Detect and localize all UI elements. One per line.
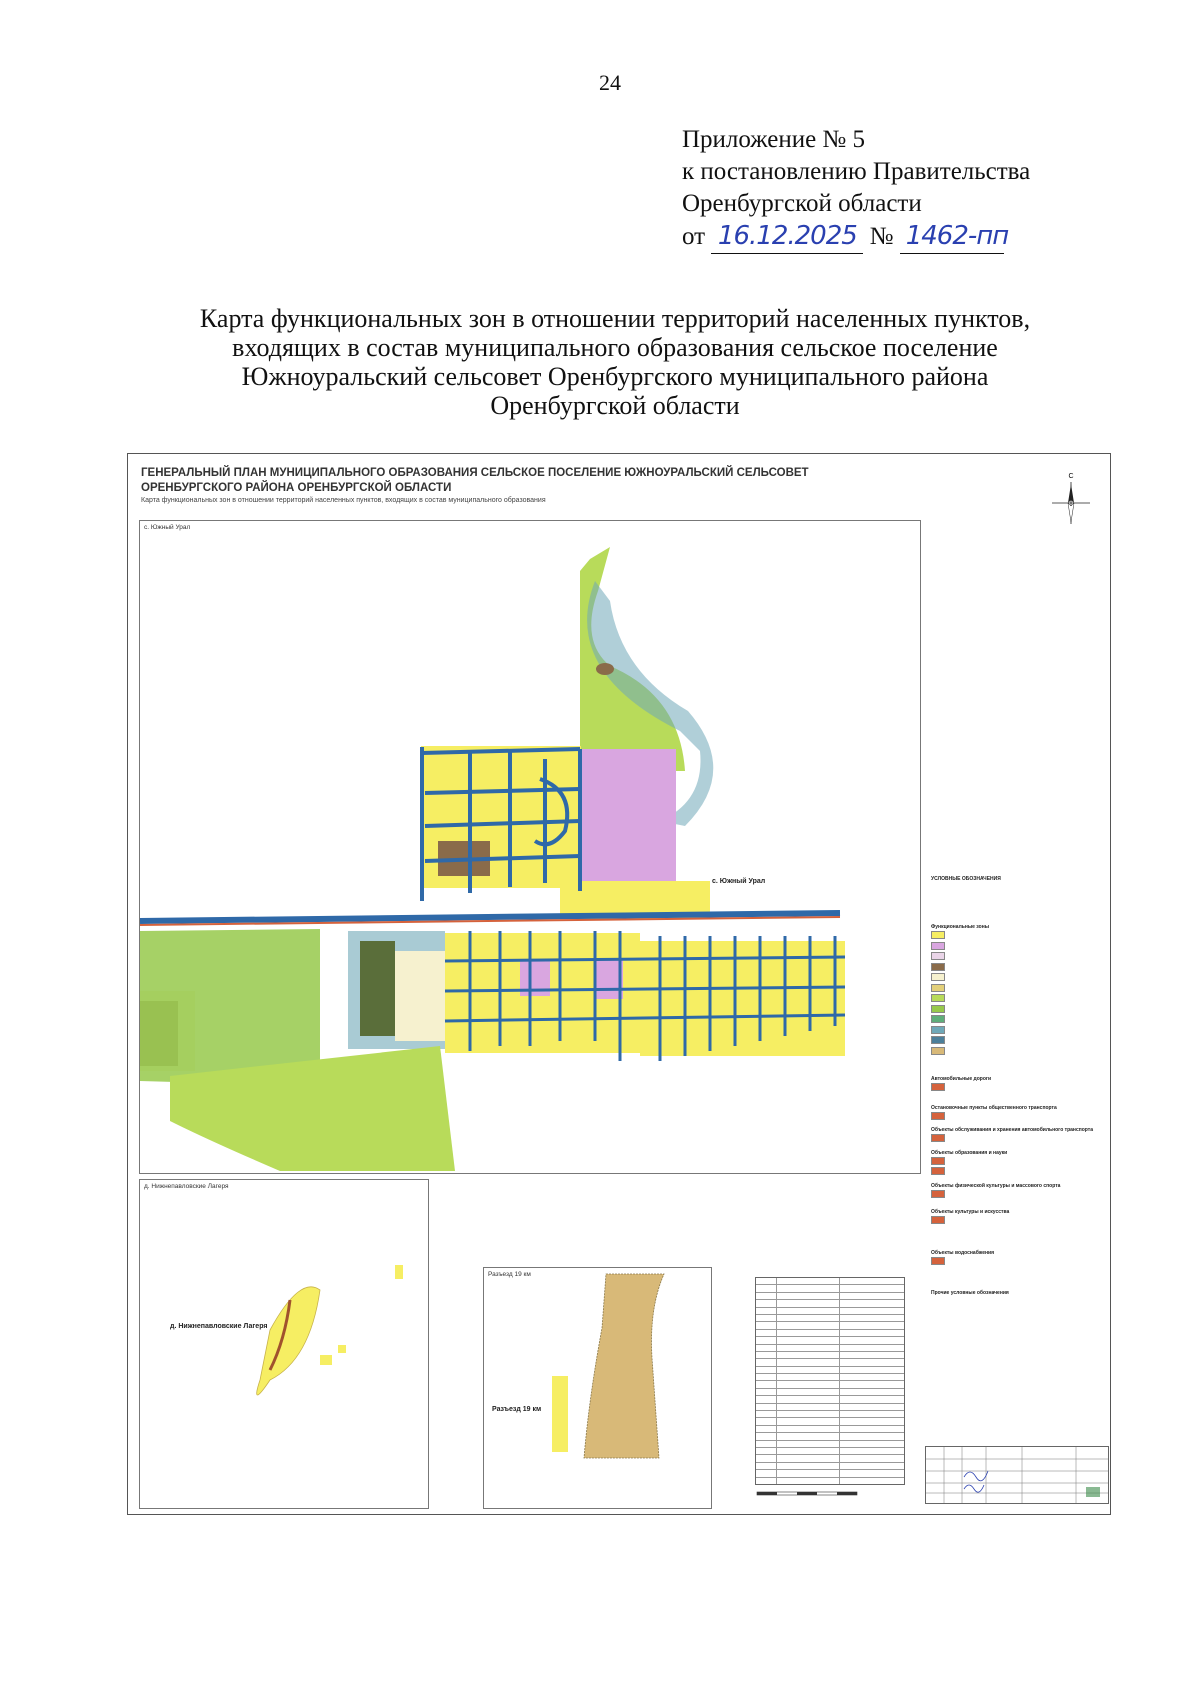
legend-title: УСЛОВНЫЕ ОБОЗНАЧЕНИЯ bbox=[931, 876, 1001, 882]
map-legend bbox=[931, 873, 1116, 1296]
inset2-label: д. Нижнепавловские Лагеря bbox=[144, 1183, 229, 1190]
plan-title bbox=[141, 466, 921, 496]
title-line-4: Оренбургской области bbox=[490, 391, 740, 420]
plan-subtitle: Карта функциональных зон в отношении территорий населенных пунктов, входящих в состав муниципального образования bbox=[141, 497, 546, 504]
legend-row bbox=[931, 1189, 1116, 1200]
number-underline bbox=[900, 220, 1009, 254]
appendix-line-1: Приложение № 5 bbox=[682, 126, 866, 153]
main-inset-label: с. Южный Урал bbox=[144, 524, 191, 531]
logo-icon bbox=[1086, 1487, 1100, 1497]
legend-row bbox=[931, 1256, 1116, 1267]
signature-icon bbox=[964, 1471, 988, 1481]
inset3-map-label: Разъезд 19 км bbox=[492, 1406, 542, 1413]
legend-row bbox=[931, 1082, 1116, 1093]
title-line-3: Южноуральский сельсовет Оренбургского муниципального района bbox=[241, 362, 989, 391]
legend-row bbox=[931, 1025, 1116, 1036]
legend-row bbox=[931, 1133, 1116, 1144]
inset3-drawing bbox=[484, 1268, 711, 1508]
legend-row bbox=[931, 962, 1116, 973]
legend-row bbox=[931, 941, 1116, 952]
inset2-map-label: д. Нижнепавловские Лагеря bbox=[170, 1323, 268, 1330]
legend-row bbox=[931, 1014, 1116, 1025]
main-map-drawing bbox=[140, 521, 920, 1173]
map-sheet bbox=[127, 453, 1111, 1515]
sand-zone bbox=[584, 1274, 664, 1458]
number-label: № bbox=[869, 223, 894, 250]
small-plot bbox=[395, 1265, 403, 1279]
handwritten-number: 1462-пп bbox=[905, 221, 1009, 251]
stamp-grid bbox=[926, 1447, 1108, 1503]
appendix-block bbox=[682, 124, 1030, 254]
table-body bbox=[755, 1277, 905, 1485]
scale-bar-icon bbox=[755, 1489, 865, 1499]
legend-row bbox=[931, 951, 1116, 962]
legend-education-heading: Объекты образования и науки bbox=[931, 1149, 1008, 1156]
from-label: от bbox=[682, 223, 706, 250]
park-block bbox=[360, 941, 395, 1036]
legend-row bbox=[931, 993, 1116, 1004]
legend-sport-heading: Объекты физической культуры и массового спорта bbox=[931, 1182, 1061, 1189]
legend-culture-heading: Объекты культуры и искусства bbox=[931, 1209, 1010, 1215]
title-line-2: входящих в состав муниципального образования сельское поселение bbox=[232, 333, 998, 362]
legend-row bbox=[931, 1156, 1116, 1167]
compass-letter: С bbox=[1068, 473, 1074, 480]
north-green-zone bbox=[580, 547, 685, 771]
north-arrow-icon bbox=[1048, 470, 1094, 526]
plan-title-line-2: ОРЕНБУРГСКОГО РАЙОНА ОРЕНБУРГСКОЙ ОБЛАСТИ bbox=[141, 482, 452, 494]
legend-transport-heading: Остановочные пункты общественного транспорта bbox=[931, 1104, 1057, 1111]
signature-icon bbox=[964, 1485, 984, 1492]
settlement-label: с. Южный Урал bbox=[712, 878, 766, 885]
legend-zones-heading: Функциональные зоны bbox=[931, 924, 989, 930]
small-plot bbox=[338, 1345, 346, 1353]
legend-service-heading: Объекты обслуживания и хранения автомобильного транспорта bbox=[931, 1127, 1094, 1133]
page-number: 24 bbox=[599, 70, 621, 95]
date-underline bbox=[711, 220, 863, 254]
legend-water-heading: Объекты водоснабжения bbox=[931, 1249, 994, 1256]
main-road bbox=[140, 913, 840, 921]
legend-roads-heading: Автомобильные дороги bbox=[931, 1076, 992, 1082]
legend-row bbox=[931, 983, 1116, 994]
inset-razyezd-19-km bbox=[483, 1267, 712, 1509]
plan-title-line-1: ГЕНЕРАЛЬНЫЙ ПЛАН МУНИЦИПАЛЬНОГО ОБРАЗОВАНИЯ СЕЛЬСКОЕ ПОСЕЛЕНИЕ ЮЖНОУРАЛЬСКИЙ СЕЛЬСОВЕТ bbox=[141, 467, 809, 479]
title-line-1: Карта функциональных зон в отношении территорий населенных пунктов, bbox=[199, 304, 1031, 333]
legend-row bbox=[931, 1046, 1116, 1057]
legend-row bbox=[931, 930, 1116, 941]
inset-nizhnepavlovskie-lagerya bbox=[139, 1179, 429, 1509]
handwritten-date: 16.12.2025 bbox=[717, 221, 857, 251]
residential-strip bbox=[552, 1376, 568, 1452]
legend-row bbox=[931, 1166, 1116, 1177]
light-zone bbox=[395, 951, 445, 1041]
legend-row bbox=[931, 1111, 1116, 1122]
forest-patch bbox=[596, 663, 614, 675]
appendix-line-3: Оренбургской области bbox=[682, 190, 922, 217]
appendix-date-line bbox=[682, 220, 1030, 254]
inset3-label: Разъезд 19 км bbox=[488, 1271, 531, 1278]
small-plot bbox=[320, 1355, 332, 1365]
inset2-drawing bbox=[140, 1180, 428, 1508]
legend-row bbox=[931, 972, 1116, 983]
document-title bbox=[60, 304, 1170, 420]
legend-row bbox=[931, 1215, 1116, 1226]
explication-table bbox=[755, 1274, 905, 1504]
legend-other-heading: Прочие условные обозначения bbox=[931, 1290, 1009, 1296]
legend-row bbox=[931, 1004, 1116, 1015]
legend-row bbox=[931, 1035, 1116, 1046]
public-business-zone bbox=[581, 749, 676, 896]
title-stamp bbox=[925, 1446, 1109, 1504]
appendix-line-2: к постановлению Правительства bbox=[682, 158, 1031, 185]
